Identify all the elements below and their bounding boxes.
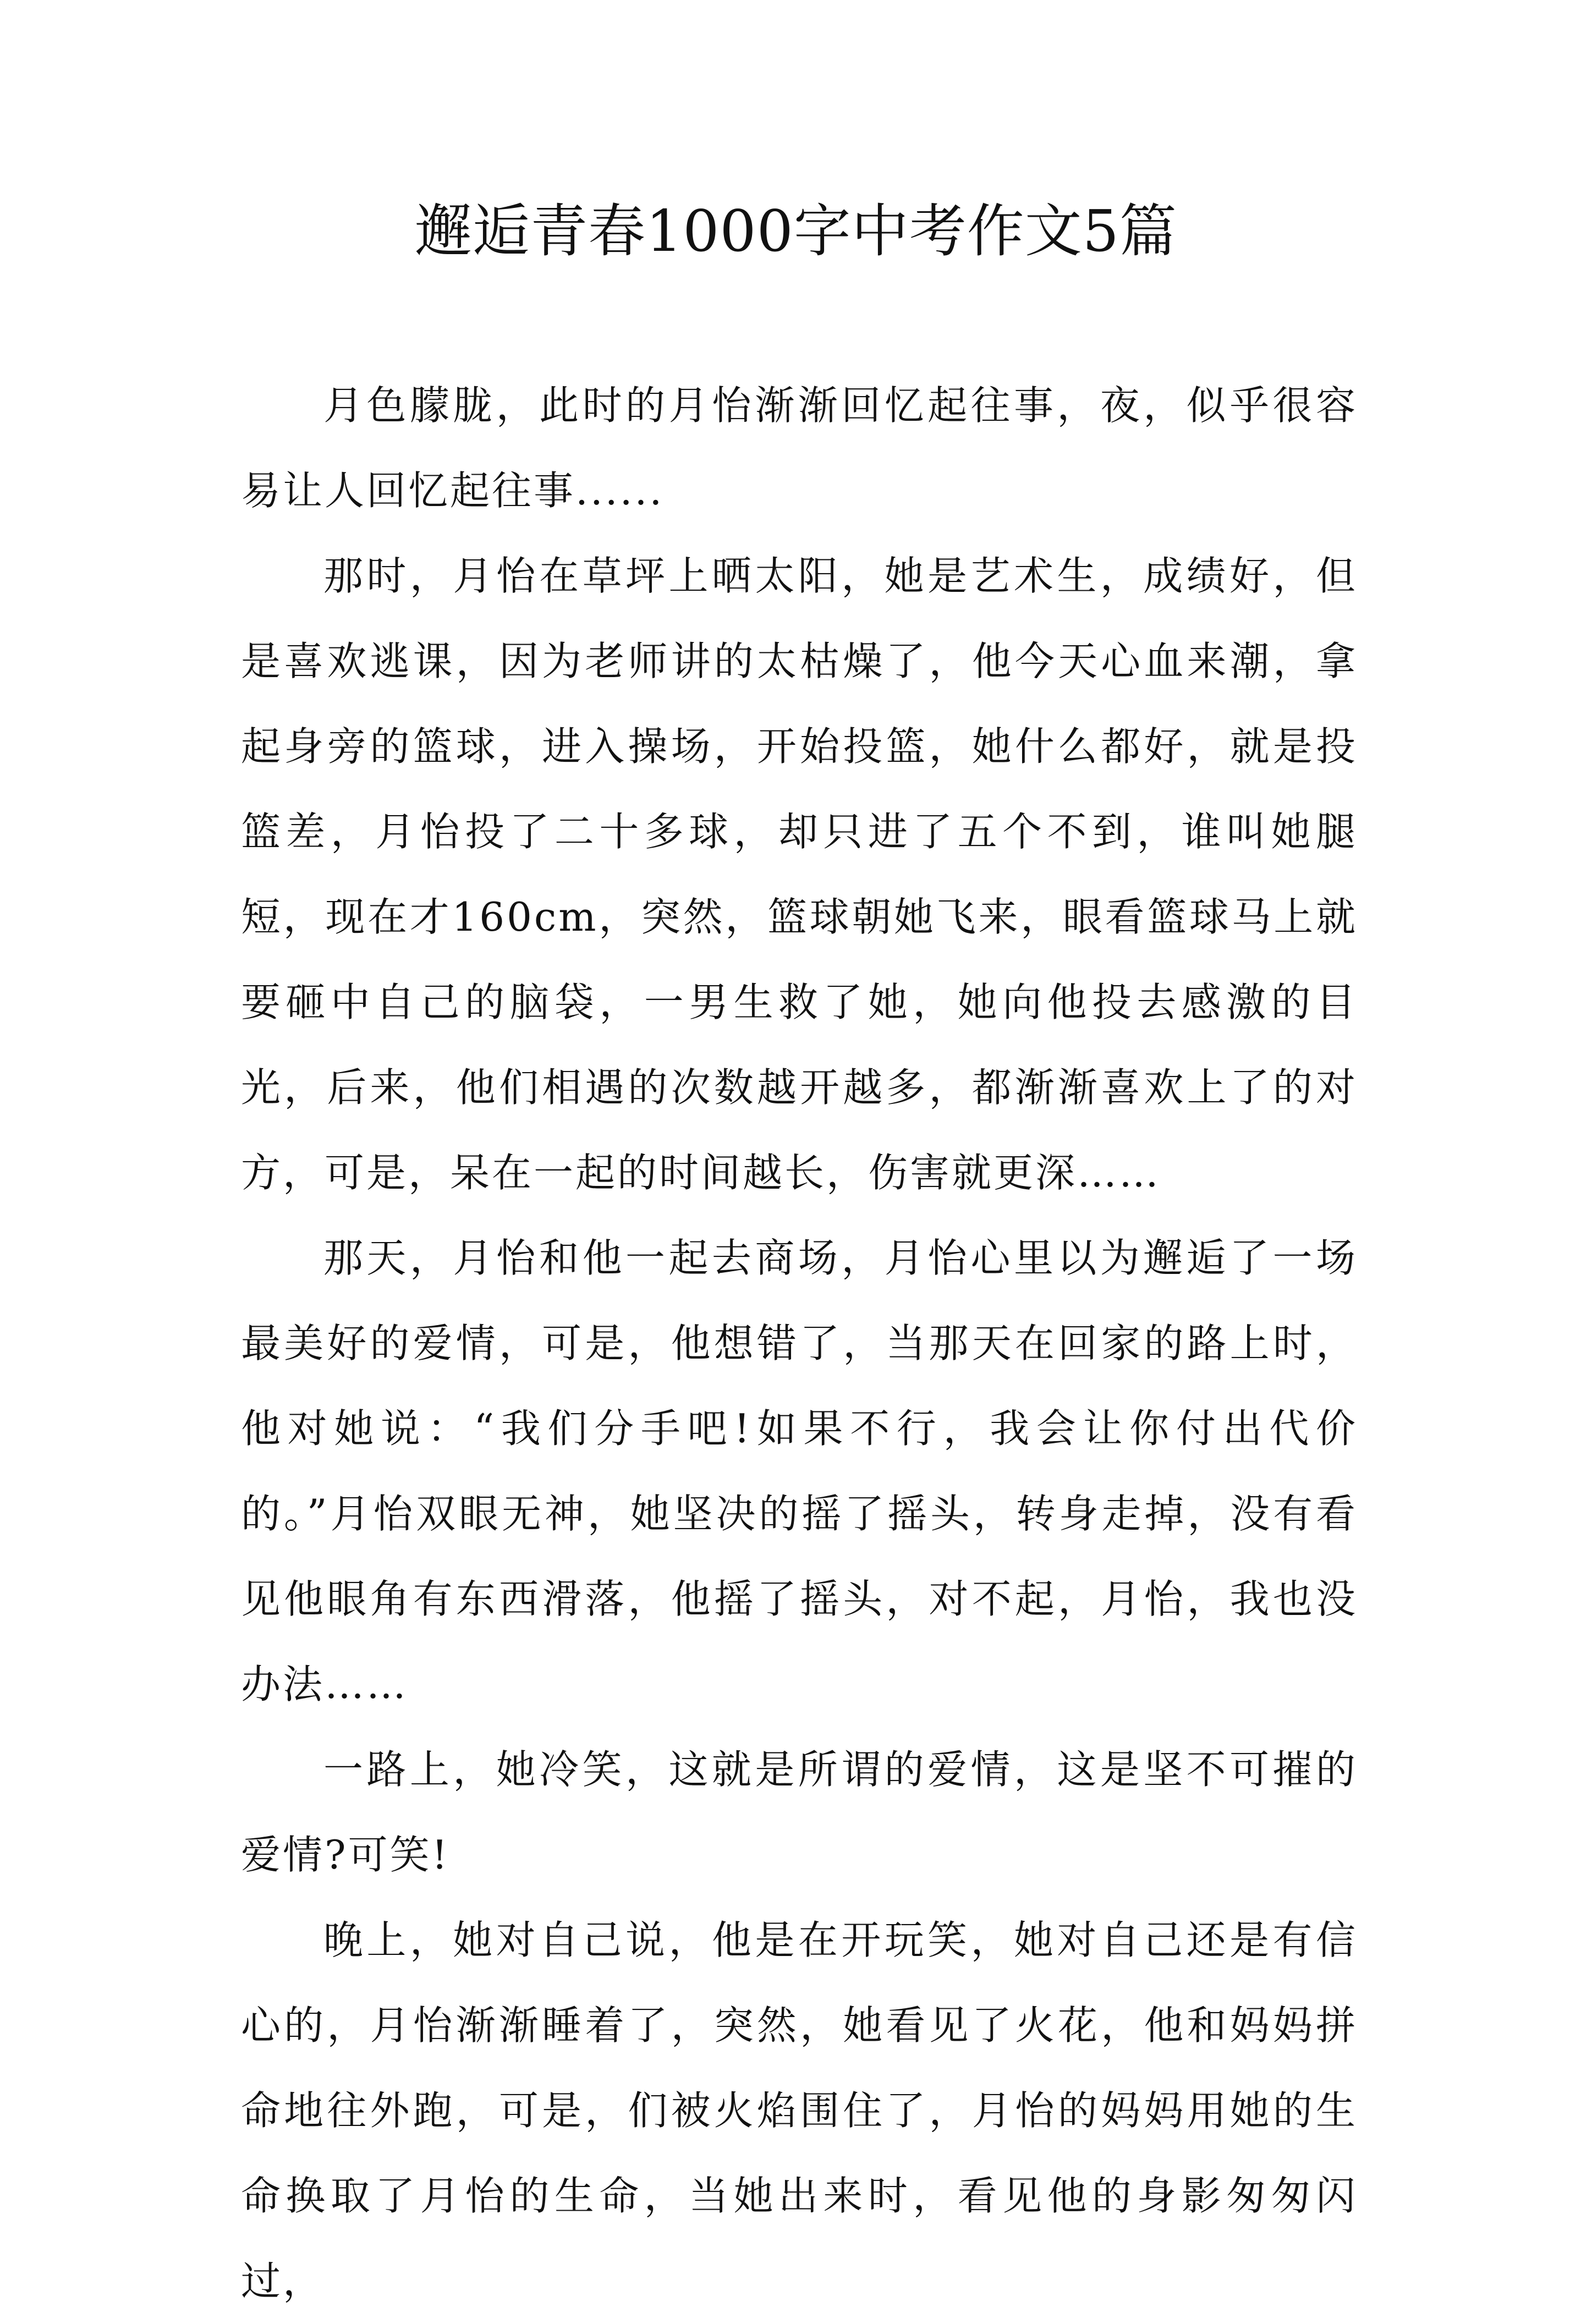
paragraph: 晚上，她对自己说，他是在开玩笑，她对自己还是有信心的，月怡渐渐睡着了，突然，她看见了火花，他和妈妈拼命地往外跑，可是，们被火焰围住了，月怡的妈妈用她的生命换取了月怡的生命，当她出来时，看见他的身影匆匆闪过， xyxy=(241,1917,1358,2304)
paragraph: 那天，月怡和他一起去商场，月怡心里以为邂逅了一场最美好的爱情，可是，他想错了，当那天在回家的路上时，他对她说：“我们分手吧!如果不行，我会让你付出代价的。”月怡双眼无神，她坚决的摇了摇头，转身走掉，没有看见他眼角有东西滑落，他摇了摇头，对不起，月怡，我也没办法…… xyxy=(241,1235,1358,1707)
document-body xyxy=(241,363,1358,2324)
paragraph: 一路上，她冷笑，这就是所谓的爱情，这是坚不可摧的爱情?可笑! xyxy=(241,1746,1358,1878)
paragraph: 那时，月怡在草坪上晒太阳，她是艺术生，成绩好，但是喜欢逃课，因为老师讲的太枯燥了，他今天心血来潮，拿起身旁的篮球，进入操场，开始投篮，她什么都好，就是投篮差，月怡投了二十多球，却只进了五个不到，谁叫她腿短，现在才160cm，突然，篮球朝她飞来，眼看篮球马上就要砸中自己的脑袋，一男生救了她，她向他投去感激的目光，后来，他们相遇的次数越开越多，都渐渐喜欢上了的对方，可是，呆在一起的时间越长，伤害就更深…… xyxy=(241,553,1358,1196)
document-title: 邂逅青春1000字中考作文5篇 xyxy=(415,197,1177,265)
paragraph: 月色朦胧，此时的月怡渐渐回忆起往事，夜，似乎很容易让人回忆起往事...... xyxy=(241,382,1358,514)
